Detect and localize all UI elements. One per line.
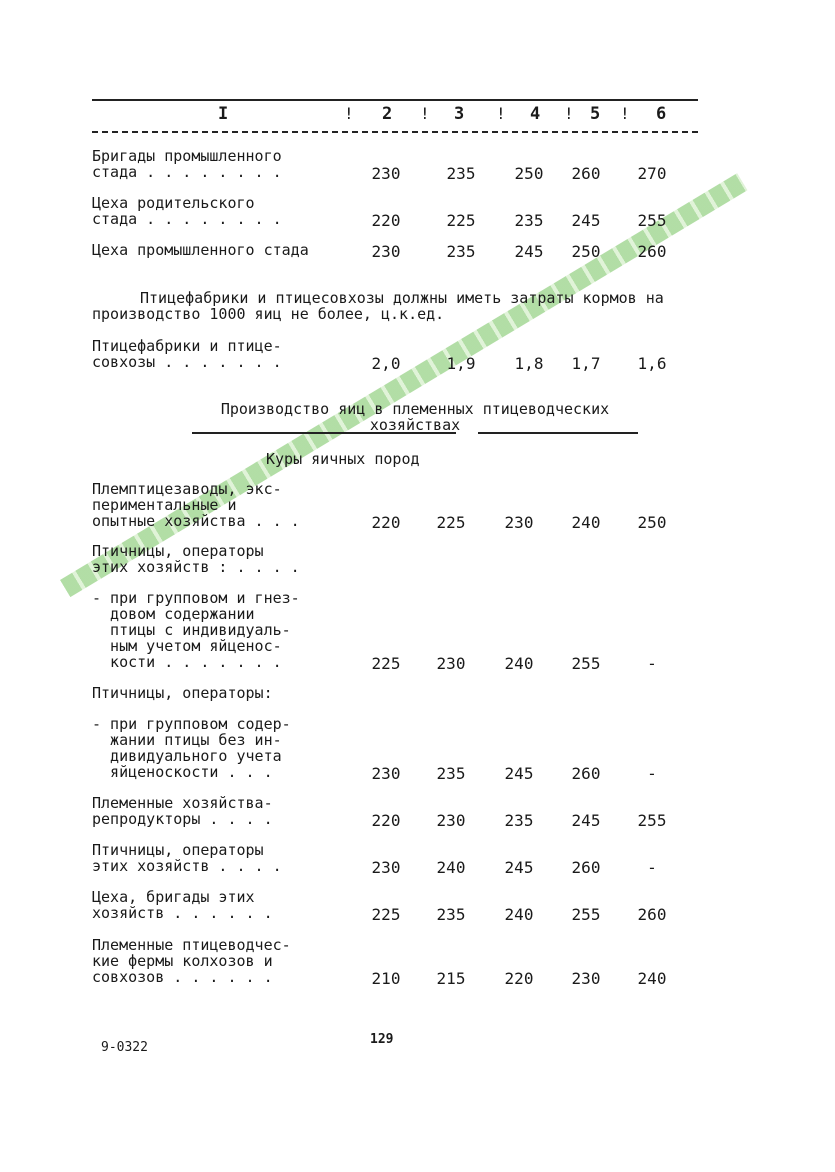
cell-value: -	[647, 858, 657, 877]
cell-value: -	[647, 764, 657, 783]
cell-value: 235	[446, 242, 476, 261]
cell-value: 220	[371, 513, 401, 532]
cell-value: 255	[637, 811, 667, 830]
row-label: Птицефабрики и птице- совхозы . . . . . . .	[92, 337, 282, 371]
row-label: Птичницы, операторы этих хозяйств : . . . .	[92, 542, 300, 576]
cell-value: 230	[436, 811, 466, 830]
row-label: Птичницы, операторы этих хозяйств . . . .	[92, 841, 282, 875]
cell-value: 245	[571, 811, 601, 830]
cell-value: 245	[514, 242, 544, 261]
cell-value: 250	[637, 513, 667, 532]
row-label: - при групповом содер- жании птицы без ин- дивидуального учета яйценоскости . . .	[92, 715, 291, 781]
cell-value: 260	[571, 164, 601, 183]
cell-value: 235	[504, 811, 534, 830]
header-sep: !	[620, 104, 630, 123]
table-top-rule	[92, 99, 698, 101]
cell-value: 230	[371, 164, 401, 183]
cell-value: 240	[436, 858, 466, 877]
section-underline	[192, 432, 456, 434]
cell-value: 230	[436, 654, 466, 673]
section-title: Производство яиц в племенных птицеводческих хозяйствах	[220, 400, 610, 434]
row-label: Племенные птицеводчес- кие фермы колхозов и совхозов . . . . . .	[92, 936, 291, 986]
cell-value: 250	[571, 242, 601, 261]
header-sep: !	[564, 104, 574, 123]
cell-value: -	[647, 654, 657, 673]
subsection-title: Куры яичных пород	[266, 450, 420, 468]
cell-value: 215	[436, 969, 466, 988]
row-label: Птичницы, операторы:	[92, 684, 273, 702]
cell-value: 260	[571, 858, 601, 877]
header-col-4: 4	[530, 104, 541, 124]
cell-value: 220	[371, 211, 401, 230]
footer-code: 9-0322	[101, 1040, 148, 1055]
header-sep: !	[344, 104, 354, 123]
cell-value: 240	[504, 905, 534, 924]
row-label: Цеха, бригады этих хозяйств . . . . . .	[92, 888, 273, 922]
cell-value: 245	[504, 858, 534, 877]
cell-value: 230	[504, 513, 534, 532]
cell-value: 270	[637, 164, 667, 183]
watermark-stripe	[60, 173, 747, 597]
cell-value: 240	[637, 969, 667, 988]
cell-value: 225	[446, 211, 476, 230]
cell-value: 235	[436, 764, 466, 783]
cell-value: 250	[514, 164, 544, 183]
cell-value: 220	[371, 811, 401, 830]
table-header-rule	[92, 131, 698, 133]
section-underline	[478, 432, 638, 434]
cell-value: 255	[571, 905, 601, 924]
paragraph-text: Птицефабрики и птицесовхозы должны иметь затраты кормов на производство 1000 яиц не более, ц.к.ед.	[92, 289, 664, 323]
row-label: - при групповом и гнез- довом содержании птицы с индивидуаль- ным учетом яйценос- кости . . . . . . .	[92, 589, 300, 671]
cell-value: 240	[571, 513, 601, 532]
cell-value: 235	[446, 164, 476, 183]
cell-value: 240	[504, 654, 534, 673]
page-number: 129	[370, 1032, 394, 1047]
cell-value: 255	[637, 211, 667, 230]
header-col-1: I	[218, 104, 229, 124]
header-col-3: 3	[454, 104, 465, 124]
cell-value: 245	[504, 764, 534, 783]
row-label: Цеха родительского стада . . . . . . . .	[92, 194, 282, 228]
cell-value: 245	[571, 211, 601, 230]
cell-value: 255	[571, 654, 601, 673]
cell-value: 210	[371, 969, 401, 988]
cell-value: 225	[436, 513, 466, 532]
cell-value: 1,8	[514, 354, 544, 373]
cell-value: 2,0	[371, 354, 401, 373]
header-sep: !	[420, 104, 430, 123]
cell-value: 1,9	[446, 354, 476, 373]
cell-value: 235	[514, 211, 544, 230]
cell-value: 225	[371, 905, 401, 924]
header-col-5: 5	[590, 104, 601, 124]
cell-value: 260	[637, 905, 667, 924]
row-label: Цеха промышленного стада	[92, 241, 309, 259]
header-sep: !	[496, 104, 506, 123]
row-label: Племенные хозяйства- репродукторы . . . .	[92, 794, 273, 828]
cell-value: 230	[371, 242, 401, 261]
cell-value: 225	[371, 654, 401, 673]
row-label: Бригады промышленного стада . . . . . . . .	[92, 147, 282, 181]
row-label: Племптицезаводы, экс- периментальные и опытные хозяйства . . .	[92, 480, 300, 530]
cell-value: 230	[571, 969, 601, 988]
cell-value: 230	[371, 858, 401, 877]
cell-value: 235	[436, 905, 466, 924]
cell-value: 260	[637, 242, 667, 261]
header-col-2: 2	[382, 104, 393, 124]
cell-value: 230	[371, 764, 401, 783]
cell-value: 1,7	[571, 354, 601, 373]
header-col-6: 6	[656, 104, 667, 124]
cell-value: 1,6	[637, 354, 667, 373]
cell-value: 260	[571, 764, 601, 783]
cell-value: 220	[504, 969, 534, 988]
